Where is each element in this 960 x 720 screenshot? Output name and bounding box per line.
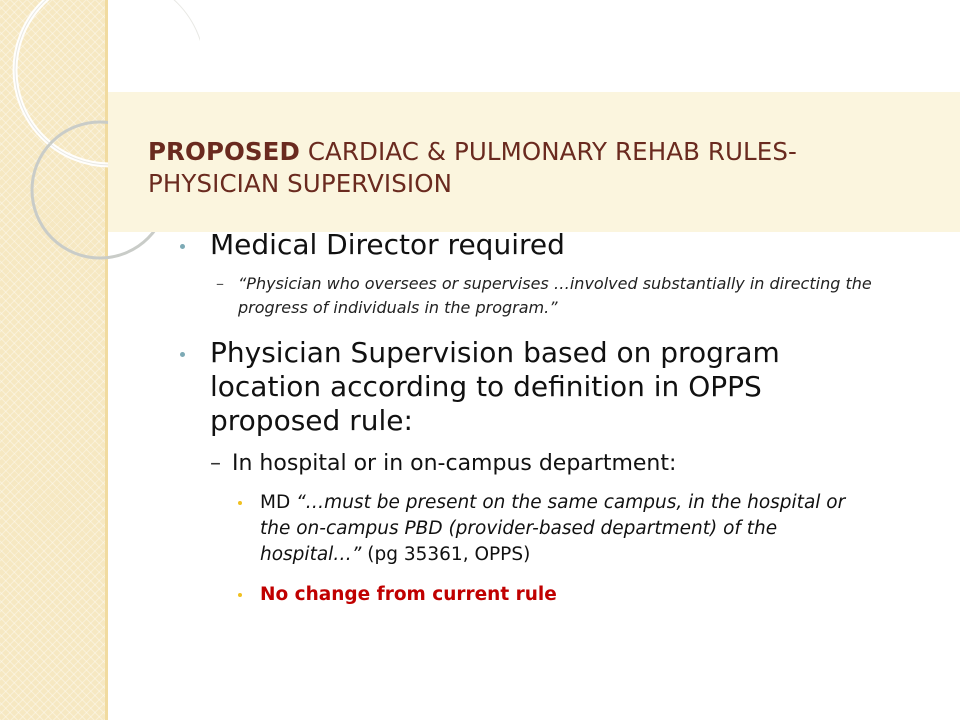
sub-item-text: In hospital or in on-campus department: — [232, 451, 677, 476]
dash-icon: – — [210, 451, 221, 476]
bullet-physician-supervision — [178, 336, 878, 438]
sub-item-definition — [178, 272, 878, 320]
title-proposed: PROPOSED — [148, 137, 300, 166]
md-prefix: MD — [260, 492, 297, 513]
sub-sub-item-md-present — [178, 490, 878, 568]
md-quote: “…must be present on the same campus, in the hospital or the on-campus PBD (provider-based department) of the hospital…” — [260, 492, 846, 565]
slide-content — [178, 228, 878, 608]
bullet-text: Physician Supervision based on program location according to definition in OPPS proposed rule: — [210, 336, 780, 437]
no-change-text: No change from current rule — [260, 584, 557, 605]
bullet-dot-icon — [180, 244, 185, 249]
bullet-medical-director — [178, 228, 878, 262]
md-citation: (pg 35361, OPPS) — [361, 544, 531, 565]
bullet-dot-icon — [238, 593, 242, 597]
sub-item-hospital — [178, 450, 878, 478]
sub-item-text: “Physician who oversees or supervises …involved substantially in directing the progress of individuals in the program.” — [238, 274, 872, 317]
bullet-dot-icon — [238, 501, 242, 505]
bullet-dot-icon — [180, 352, 185, 357]
sub-sub-item-no-change — [178, 582, 878, 608]
title-rest: CARDIAC & PULMONARY REHAB RULES-PHYSICIAN SUPERVISION — [148, 137, 797, 198]
slide-title — [148, 136, 928, 200]
bullet-text: Medical Director required — [210, 228, 565, 261]
dash-icon: – — [216, 274, 224, 293]
